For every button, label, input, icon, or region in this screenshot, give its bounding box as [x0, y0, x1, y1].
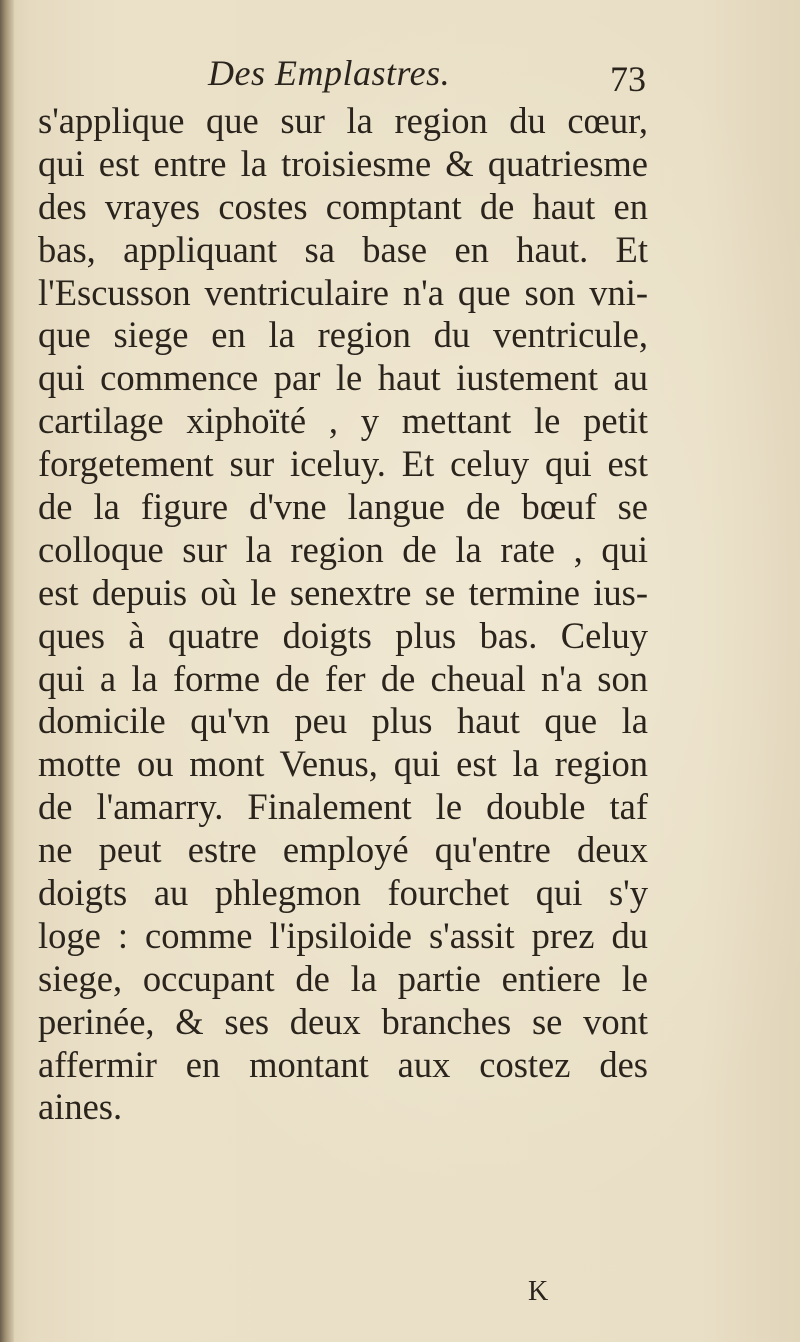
text-line: affermir en montant aux costez des: [38, 1043, 648, 1085]
text-line: s'applique que sur la region du cœur,: [38, 100, 648, 141]
text-line: de l'amarry. Finalement le double taf: [38, 786, 648, 828]
binding-gutter: [0, 0, 14, 1342]
text-line: de la figure d'vne langue de bœuf se: [38, 486, 648, 528]
running-title: Des Emplastres.: [208, 53, 451, 93]
page-number: 73: [610, 59, 646, 99]
text-line: domicile qu'vn peu plus haut que la: [38, 700, 648, 742]
body-text: [38, 100, 648, 1129]
text-line: colloque sur la region de la rate , qui: [38, 528, 648, 570]
text-line: qui commence par le haut iustement au: [38, 357, 648, 399]
text-line: cartilage xiphoïté , y mettant le petit: [38, 400, 648, 442]
text-line: l'Escusson ventriculaire n'a que son vni-: [38, 271, 648, 313]
text-line: doigts au phlegmon fourchet qui s'y: [38, 872, 648, 914]
text-line: forgetement sur iceluy. Et celuy qui est: [38, 443, 648, 485]
text-line: est depuis où le senextre se termine ius-: [38, 571, 648, 613]
text-line: loge : comme l'ipsiloide s'assit prez du: [38, 914, 648, 956]
text-line: bas, appliquant sa base en haut. Et: [38, 228, 648, 270]
text-line: qui est entre la troisiesme & quatriesme: [38, 142, 648, 184]
text-line: que siege en la region du ventricule,: [38, 314, 648, 356]
page-header: [0, 52, 800, 102]
text-line: siege, occupant de la partie entiere le: [38, 957, 648, 999]
text-line: perinée, & ses deux branches se vont: [38, 1000, 648, 1042]
text-line: des vrayes costes comptant de haut en: [38, 185, 648, 227]
text-line: ne peut estre employé qu'entre deux: [38, 829, 648, 871]
text-line: ques à quatre doigts plus bas. Celuy: [38, 614, 648, 656]
signature-mark: K: [528, 1276, 549, 1307]
text-line: aines.: [38, 1086, 123, 1128]
text-line: motte ou mont Venus, qui est la region: [38, 743, 648, 785]
text-line: qui a la forme de fer de cheual n'a son: [38, 657, 648, 699]
